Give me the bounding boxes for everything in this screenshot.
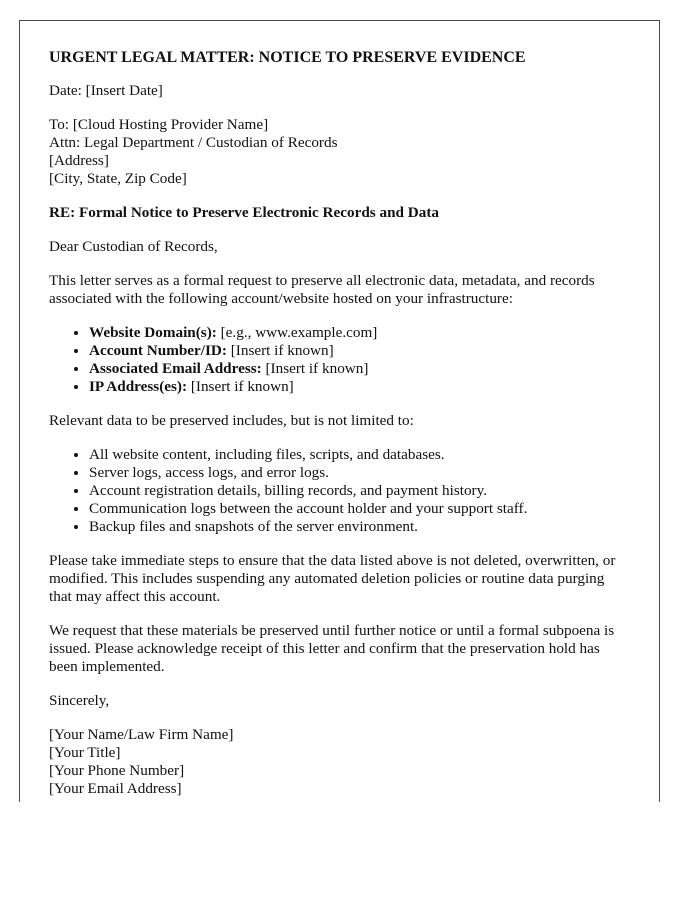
salutation: Dear Custodian of Records, [49, 238, 218, 255]
account-details-list [49, 324, 630, 396]
recipient-city: [City, State, Zip Code] [49, 170, 187, 187]
detail-label: Account Number/ID: [89, 342, 227, 359]
list-item: • Account registration details, billing records, and payment history. [89, 482, 630, 500]
list-item [89, 342, 630, 360]
letter-heading: URGENT LEGAL MATTER: NOTICE TO PRESERVE EVIDENCE [49, 49, 526, 66]
preserved-data-list [49, 446, 630, 536]
detail-value: [Insert if known] [226, 342, 334, 359]
list-item [89, 378, 630, 396]
steps-paragraph: Please take immediate steps to ensure that the data listed above is not deleted, overwritten, or modified. This includes suspending any automated deletion policies or routine data purging that may affect this account. [49, 552, 616, 605]
data-intro-paragraph: Relevant data to be preserved includes, but is not limited to: [49, 412, 414, 429]
intro-paragraph: This letter serves as a formal request to preserve all electronic data, metadata, and records associated with the following account/website hosted on your infrastructure: [49, 272, 595, 307]
detail-label: Associated Email Address: [89, 360, 262, 377]
signature-name: [Your Name/Law Firm Name] [49, 726, 234, 743]
signature-title: [Your Title] [49, 744, 121, 761]
date-line: Date: [Insert Date] [49, 82, 163, 99]
letter-page [19, 20, 660, 802]
recipient-attn: Attn: Legal Department / Custodian of Records [49, 134, 338, 151]
list-item [89, 324, 630, 342]
detail-value: [Insert if known] [187, 378, 294, 395]
subject-line: RE: Formal Notice to Preserve Electronic Records and Data [49, 204, 439, 221]
list-item [89, 360, 630, 378]
signature-block [49, 726, 630, 798]
recipient-address: [Address] [49, 152, 109, 169]
list-item: • Backup files and snapshots of the server environment. [89, 518, 630, 536]
request-paragraph: We request that these materials be preserved until further notice or until a formal subpoena is issued. Please acknowledge receipt of this letter and confirm that the preservation hold has been implemented. [49, 622, 615, 675]
closing: Sincerely, [49, 692, 110, 709]
detail-value: [Insert if known] [261, 360, 369, 377]
list-item: • Communication logs between the account holder and your support staff. [89, 500, 630, 518]
detail-label: Website Domain(s): [89, 324, 217, 341]
recipient-to: To: [Cloud Hosting Provider Name] [49, 116, 269, 133]
detail-value: [e.g., www.example.com] [216, 324, 378, 341]
list-item: • Server logs, access logs, and error logs. [89, 464, 630, 482]
recipient-block [49, 116, 630, 188]
signature-phone: [Your Phone Number] [49, 762, 185, 779]
list-item: • All website content, including files, scripts, and databases. [89, 446, 630, 464]
signature-email: [Your Email Address] [49, 780, 182, 797]
detail-label: IP Address(es): [89, 378, 188, 395]
